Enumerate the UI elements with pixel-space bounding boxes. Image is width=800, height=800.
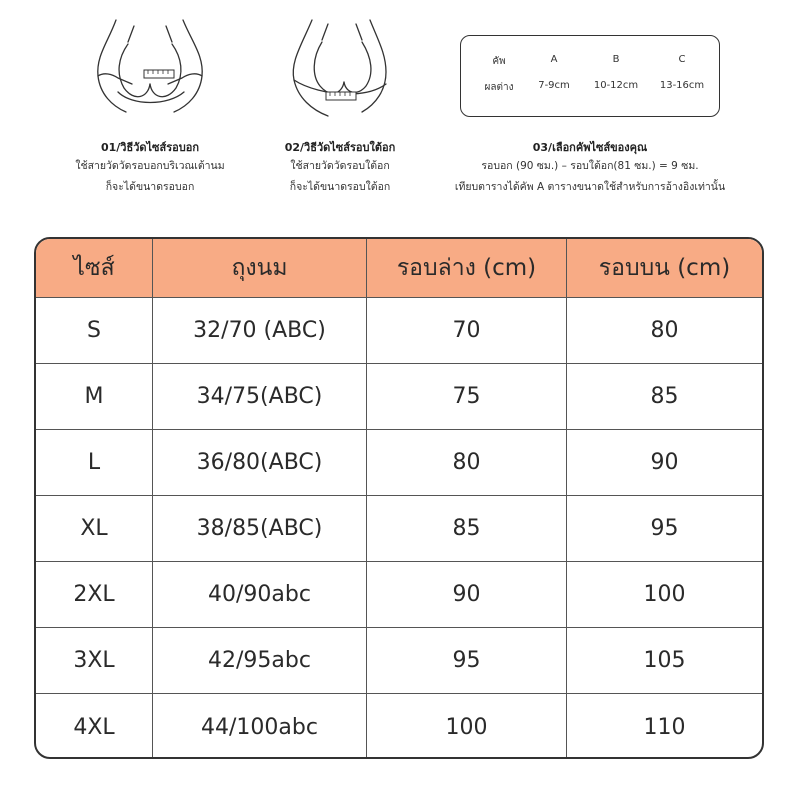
cup-header-label: คัพ bbox=[492, 56, 506, 67]
table-row bbox=[36, 562, 762, 628]
bust-cell: 90 bbox=[566, 430, 762, 495]
bust-cell: 100 bbox=[566, 562, 762, 627]
cup-difference-b: 10-12cm bbox=[593, 80, 639, 91]
table-row bbox=[36, 628, 762, 694]
size-cell: 3XL bbox=[73, 648, 115, 673]
step-2-description-line-1: ใช้สายวัดวัดรอบใต้อก bbox=[290, 160, 390, 172]
bust-measure-illustration bbox=[88, 14, 213, 124]
step-2-title: 02/วิธีวัดไซส์รอบใต้อก bbox=[284, 141, 396, 154]
cup-difference-a: 7-9cm bbox=[538, 80, 570, 91]
underbust-cell: 85 bbox=[366, 496, 566, 561]
cup-size-chart bbox=[460, 35, 720, 117]
bust-cell: 105 bbox=[566, 628, 762, 693]
table-row bbox=[36, 694, 762, 759]
cup-difference-label: ผลต่าง bbox=[484, 82, 514, 93]
step-1-title: 01/วิธีวัดไซส์รอบอก bbox=[100, 141, 199, 154]
size-cell: 4XL bbox=[73, 714, 115, 740]
underbust-tape-icon bbox=[278, 14, 403, 124]
size-cell: M bbox=[84, 384, 104, 409]
size-table bbox=[34, 237, 764, 759]
table-header-row bbox=[36, 239, 762, 298]
header-underbust: รอบล่าง (cm) bbox=[366, 239, 566, 297]
cup-cell: 40/90abc bbox=[152, 562, 366, 627]
header-cup: ถุงนม bbox=[152, 239, 366, 297]
underbust-cell: 70 bbox=[366, 298, 566, 363]
step-3-description-line-1: รอบอก (90 ซม.) – รอบใต้อก(81 ซม.) = 9 ซม. bbox=[481, 160, 699, 172]
table-row bbox=[36, 496, 762, 562]
underbust-cell: 80 bbox=[366, 430, 566, 495]
step-3-description-line-2: เทียบตารางได้คัพ A ตารางขนาดใช้สำหรับการอ้างอิงเท่านั้น bbox=[454, 181, 726, 193]
cup-cell: 34/75(ABC) bbox=[152, 364, 366, 429]
step-3-title: 03/เลือกคัพไซส์ของคุณ bbox=[532, 141, 648, 154]
size-cell: L bbox=[87, 450, 101, 475]
step-1-description-line-1: ใช้สายวัดวัดรอบอกบริเวณเต้านม bbox=[75, 160, 225, 172]
cup-header-b: B bbox=[612, 54, 620, 65]
cup-difference-c: 13-16cm bbox=[659, 80, 705, 91]
underbust-cell: 90 bbox=[366, 562, 566, 627]
bust-cell: 110 bbox=[566, 694, 762, 759]
cup-header-row bbox=[461, 54, 719, 72]
cup-header-a: A bbox=[550, 54, 558, 65]
step-1-description-line-2: ก็จะได้ขนาดรอบอก bbox=[105, 181, 195, 193]
bust-cell: 95 bbox=[566, 496, 762, 561]
underbust-cell: 75 bbox=[366, 364, 566, 429]
table-row bbox=[36, 364, 762, 430]
table-row bbox=[36, 430, 762, 496]
bust-cell: 85 bbox=[566, 364, 762, 429]
cup-cell: 42/95abc bbox=[152, 628, 366, 693]
cup-cell: 38/85(ABC) bbox=[152, 496, 366, 561]
bust-cell: 80 bbox=[566, 298, 762, 363]
underbust-cell: 95 bbox=[366, 628, 566, 693]
underbust-measure-illustration bbox=[278, 14, 403, 124]
measurement-guide bbox=[0, 0, 800, 220]
size-cell: 2XL bbox=[73, 582, 115, 607]
header-bust: รอบบน (cm) bbox=[566, 239, 762, 297]
header-size: ไซส์ bbox=[73, 255, 115, 281]
cup-difference-row bbox=[461, 80, 719, 98]
step-2-description-line-2: ก็จะได้ขนาดรอบใต้อก bbox=[289, 181, 391, 193]
cup-cell: 36/80(ABC) bbox=[152, 430, 366, 495]
size-cell: S bbox=[87, 318, 101, 343]
size-cell: XL bbox=[80, 516, 108, 541]
cup-cell: 44/100abc bbox=[152, 694, 366, 759]
cup-header-c: C bbox=[678, 54, 686, 65]
table-row bbox=[36, 298, 762, 364]
underbust-cell: 100 bbox=[366, 694, 566, 759]
cup-cell: 32/70 (ABC) bbox=[152, 298, 366, 363]
bust-tape-icon bbox=[88, 14, 213, 124]
